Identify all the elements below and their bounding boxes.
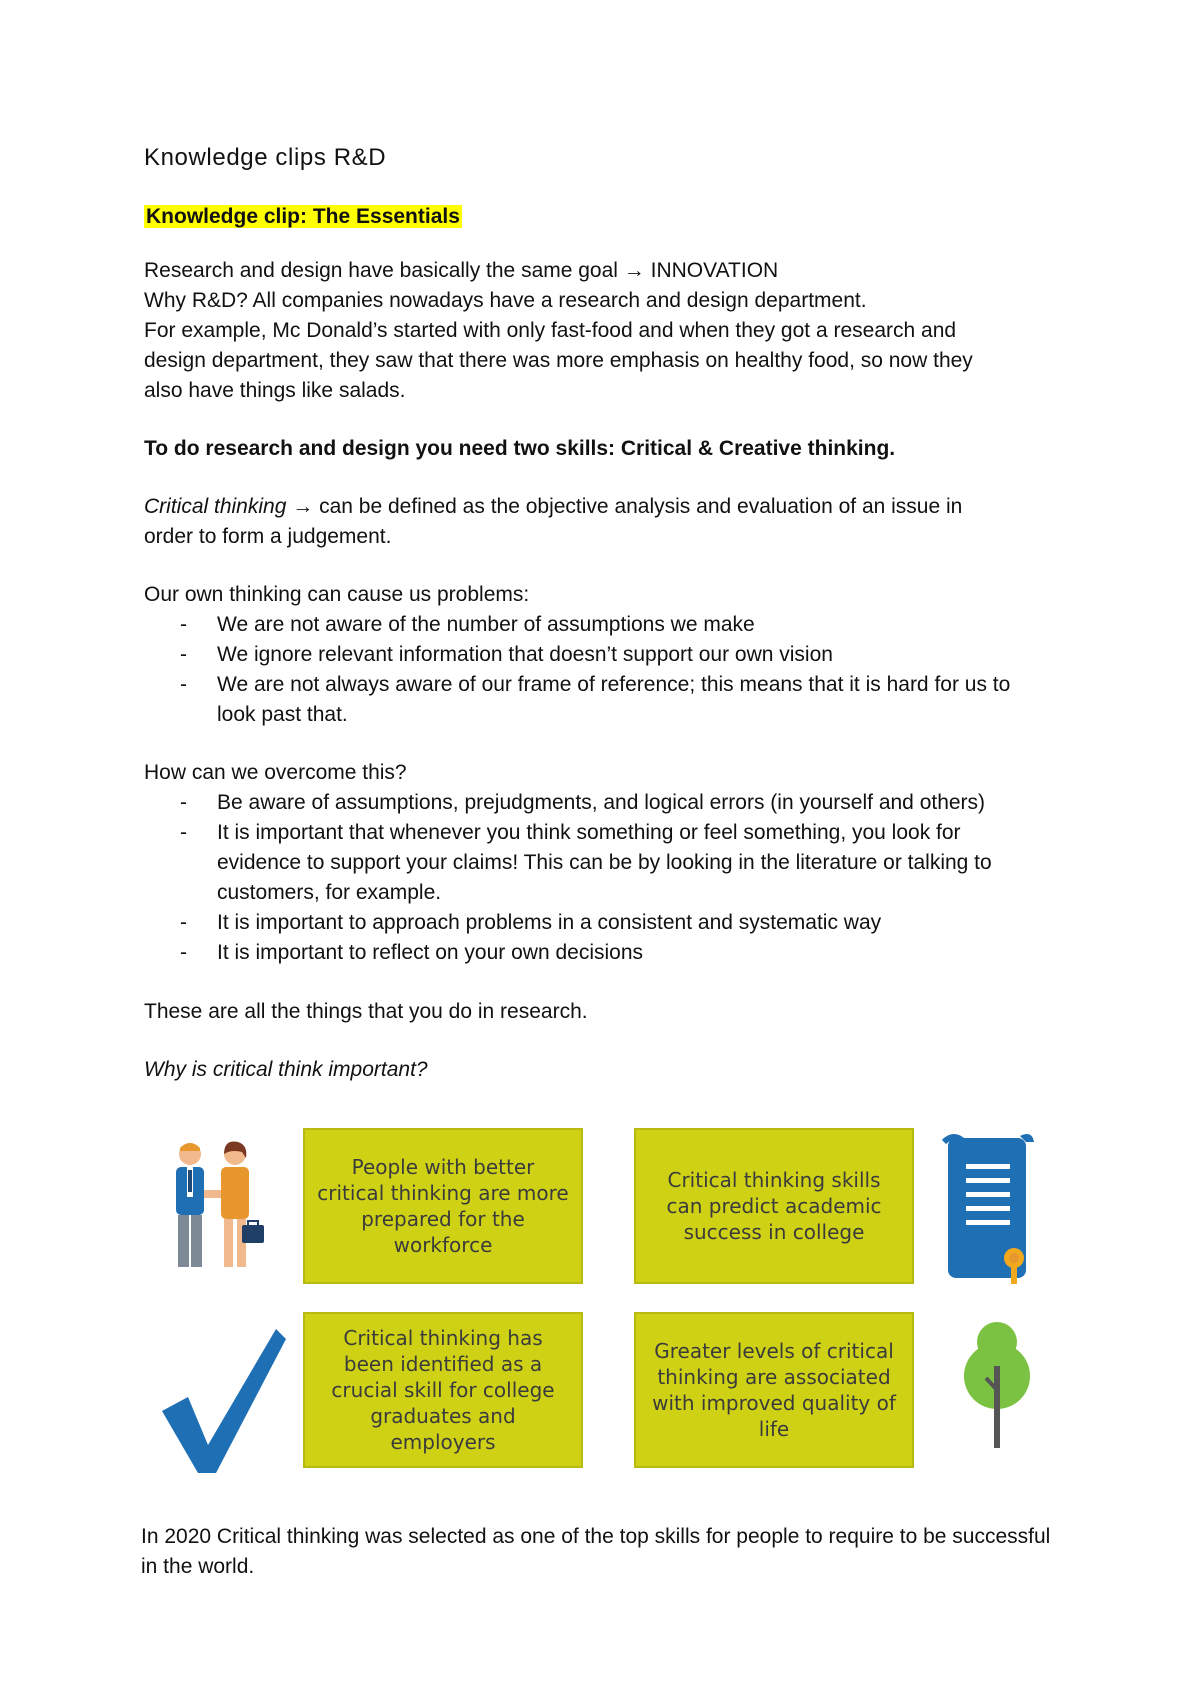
research-note: These are all the things that you do in research. bbox=[144, 1000, 588, 1023]
bullet-marker: - bbox=[180, 821, 187, 844]
arrow-icon: → bbox=[623, 259, 645, 282]
bullet-marker: - bbox=[180, 791, 187, 814]
para1-line1 bbox=[144, 256, 778, 286]
list-item: It is important that whenever you think something or feel something, you look for bbox=[217, 821, 961, 844]
info-box-quality-of-life: Greater levels of critical thinking are associated with improved quality of life bbox=[634, 1312, 914, 1468]
list-item: It is important to approach problems in a consistent and systematic way bbox=[217, 911, 882, 934]
list-item: Be aware of assumptions, prejudgments, and logical errors (in yourself and others) bbox=[217, 791, 986, 814]
innovation-text: INNOVATION bbox=[644, 259, 779, 282]
list-item: We are not aware of the number of assumptions we make bbox=[217, 613, 755, 636]
list-item: We ignore relevant information that doesn’t support our own vision bbox=[217, 643, 833, 666]
critical-def-line2: order to form a judgement. bbox=[144, 525, 392, 548]
para1-line4: design department, they saw that there was more emphasis on healthy food, so now they bbox=[144, 349, 973, 372]
critical-def-line1 bbox=[144, 492, 962, 522]
arrow-icon: → bbox=[292, 495, 314, 518]
bullet-marker: - bbox=[180, 673, 187, 696]
section-heading bbox=[144, 202, 462, 232]
certificate-scroll-icon bbox=[940, 1130, 1040, 1292]
critical-def-text: can be defined as the objective analysis and evaluation of an issue in bbox=[313, 495, 963, 518]
closing-line2: in the world. bbox=[141, 1555, 255, 1578]
info-box-academic: Critical thinking skills can predict academic success in college bbox=[634, 1128, 914, 1284]
document-title: Knowledge clips R&D bbox=[144, 144, 387, 171]
para1-line2: Why R&D? All companies nowadays have a research and design department. bbox=[144, 289, 867, 312]
list-item-continuation: customers, for example. bbox=[217, 881, 442, 904]
info-box-crucial-skill: Critical thinking has been identified as a crucial skill for college graduates and employers bbox=[303, 1312, 583, 1468]
checkmark-icon bbox=[158, 1325, 288, 1475]
list-item-continuation: look past that. bbox=[217, 703, 348, 726]
bullet-marker: - bbox=[180, 911, 187, 934]
bullet-marker: - bbox=[180, 643, 187, 666]
para1-line3: For example, Mc Donald’s started with only fast-food and when they got a research and bbox=[144, 319, 957, 342]
why-question: Why is critical think important? bbox=[144, 1058, 428, 1081]
bullet-marker: - bbox=[180, 613, 187, 636]
tree-icon bbox=[962, 1318, 1032, 1448]
skills-statement: To do research and design you need two skills: Critical & Creative thinking. bbox=[144, 437, 896, 460]
list-item-continuation: evidence to support your claims! This can be by looking in the literature or talking to bbox=[217, 851, 992, 874]
list-item: It is important to reflect on your own decisions bbox=[217, 941, 644, 964]
closing-line1: In 2020 Critical thinking was selected as one of the top skills for people to require to be successful bbox=[141, 1525, 1051, 1548]
para1-line1-text: Research and design have basically the same goal bbox=[144, 259, 624, 282]
para1-line5: also have things like salads. bbox=[144, 379, 406, 402]
info-box-workforce: People with better critical thinking are more prepared for the workforce bbox=[303, 1128, 583, 1284]
bullet-marker: - bbox=[180, 941, 187, 964]
problems-intro: Our own thinking can cause us problems: bbox=[144, 583, 530, 606]
people-handshake-icon bbox=[158, 1140, 268, 1270]
highlighted-heading: Knowledge clip: The Essentials bbox=[146, 205, 460, 228]
critical-term: Critical thinking bbox=[144, 495, 287, 518]
overcome-intro: How can we overcome this? bbox=[144, 761, 407, 784]
list-item: We are not always aware of our frame of reference; this means that it is hard for us to bbox=[217, 673, 1011, 696]
